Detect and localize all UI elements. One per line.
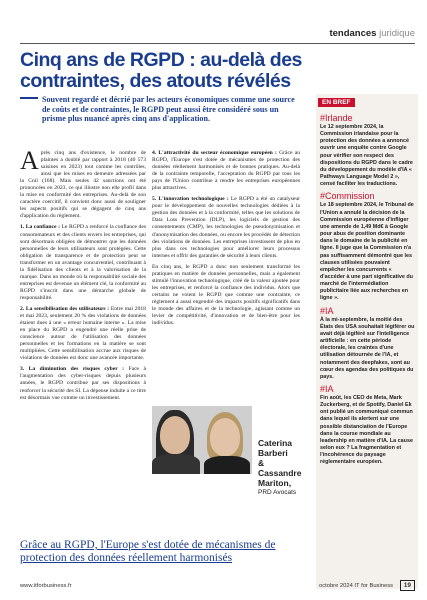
author-1-body bbox=[152, 454, 200, 474]
sidebar-hashtag: #IA bbox=[320, 305, 334, 316]
section-5 bbox=[152, 196, 300, 259]
page-number: 19 bbox=[400, 580, 415, 591]
section-3-title: 3. La diminution des risques cyber : bbox=[20, 366, 124, 373]
section-4 bbox=[152, 150, 300, 192]
sidebar-item-text: À la mi-septembre, la moitié des États des USA souhaitait légiférer ou avait déjà légiféré sur l'intelligence artificielle : en cette période électorale, les craintes d'une utilisation détournée de l'IA, et notamment des deepfakes, sont au cœur des agendas des politiques du pays. bbox=[320, 316, 415, 380]
section-label: tendances bbox=[329, 28, 377, 39]
sidebar-item-text: Fin août, les CEO de Meta, Mark Zuckerberg, et de Spotify, Daniel Ek ont publié un communiqué commun dans lequel ils alertent sur une possible distanciation de l'Europe dans la course mondiale au leadership en matière d'IA. La cause selon eux ? La fragmentation et l'incohérence du paysage réglementaire européen. bbox=[320, 395, 413, 466]
section-2-title: 2. La sensibilisation des utilisateurs : bbox=[20, 305, 110, 312]
ampersand: & bbox=[258, 458, 265, 468]
article-title: Cinq ans de RGPD : au-delà des contraintes, des atouts révélés bbox=[20, 49, 302, 92]
section-3 bbox=[20, 366, 146, 401]
sidebar-content bbox=[320, 110, 416, 469]
sidebar-hashtag: #IA bbox=[320, 384, 334, 394]
authors-photo bbox=[152, 406, 252, 474]
section-2 bbox=[20, 306, 146, 362]
intro-paragraph bbox=[20, 146, 146, 220]
author-1-name: Caterina Barberi bbox=[258, 438, 293, 458]
section-1 bbox=[20, 224, 146, 302]
intro-text: près cinq ans d'existence, le nombre de plaintes a doublé par rapport à 2018 (40 573 saisines en 2023) tout comme les contrôles, ainsi que les mises en demeure adressées par la Cnil (168). Mais seules 42 sanctions ont été prononcées en 2023, ce qui illustre non elle profil dans la mise en conformité des entreprises. Au-delà de son caractère coercitif, il convient donc aussi de souligner les aspects positifs qui se dégagent de cinq ans d'application du règlement. bbox=[20, 150, 146, 220]
sidebar-tag: EN BREF bbox=[318, 98, 355, 107]
authors-caption bbox=[258, 438, 310, 498]
section-1-title: 1. La confiance : bbox=[20, 224, 60, 231]
footer-website: www.itforbusiness.fr bbox=[20, 583, 72, 589]
header-divider bbox=[20, 43, 415, 44]
conclusion-paragraph: En cinq ans, le RGPD a donc non seulement transformé les pratiques en matière de données personnelles, mais a également stimulé l'innovation technologique, créé de la valeur ajoutée pour les entreprises, et renforcé la confiance des individus. Alors que certains ne voient le RGPD que comme une contrainte, ce règlement a aussi engendré des impacts positifs significatifs dans le monde des affaires et de la technologie, agissant comme un levier de compétitivité, d'innovation et de bien-être pour les individus. bbox=[152, 263, 300, 327]
sidebar-hashtag: #Commission bbox=[320, 191, 375, 202]
pull-quote-text: Grâce au RGPD, l'Europe s'est dotée de mécanismes de protection des données réellement harmonisés bbox=[20, 539, 276, 564]
section-header bbox=[329, 28, 415, 39]
subsection-label: juridique bbox=[379, 28, 415, 39]
author-2-name: Cassandre Mariton, bbox=[258, 468, 302, 488]
author-1-face bbox=[160, 416, 190, 454]
section-2-text: Entre mai 2018 et mai 2023, seulement 20 % des violations de données étaient dues à une « erreur humaine interne ». La mise en place du RGPD a engendré une réelle prise de conscience autour de l'utilisation des données personnelles et les formations en la matière se sont multipliées. Cette sensibilisation accrue aux risques de violations de données est donc une avancée importante. bbox=[20, 305, 146, 362]
section-4-text: Grâce au RGPD, l'Europe s'est dotée de mécanismes de protection des données réellement harmonisés et de bonnes pratiques. Au-delà de la contrainte temporelle, l'acceptation du RGPD par tous les pays de l'Union contribue à rendre les entreprises européennes plus attractives. bbox=[152, 150, 300, 192]
article-column-2 bbox=[152, 150, 300, 331]
sidebar-hashtag: #Irlande bbox=[320, 113, 353, 123]
lead-rule bbox=[20, 97, 38, 99]
section-4-title: 4. L'attractivité du secteur économique européen : bbox=[152, 150, 277, 156]
article-lead: Souvent regardé et décrié par les acteurs économiques comme une source de coûts et de contraintes, le RGPD peut aussi être considéré sous un prisme plus nuancé après cinq ans d'application. bbox=[42, 95, 295, 124]
author-2-body bbox=[204, 456, 250, 474]
section-5-title: 5. L'innovation technologique : bbox=[152, 196, 229, 203]
author-2-face bbox=[210, 418, 240, 456]
section-5-text: Le RGPD a été un catalyseur pour le développement de nouvelles technologies dédiées à la gestion des données et à la conformité, telles que les solutions de Data Loss Prevention (DLP), les logiciels de gestion des consentements (CMP), les technologies de pseudonymisation et d'anonymisation des données, ou encore les procédés de détection des violations de données. Les entreprises investissent de plus en plus dans ces technologies pour améliorer leurs processus internes et offrir des garanties de sécurité à leurs clients. bbox=[152, 196, 300, 259]
section-3-text: Face à l'augmentation des cyber-risques depuis plusieurs années, le RGPD contribue par ses dispositions à renforcer la sécurité des SI. La dépense induite a ce titre est désormais vue comme un investissement. bbox=[20, 366, 146, 401]
article-column-1 bbox=[20, 146, 146, 406]
pull-quote bbox=[20, 539, 315, 565]
sidebar-item-text: Le 18 septembre 2024, le Tribunal de l'Union a annulé la décision de la Commission européenne d'infliger une amende de 1,49 Md€ à Google pour abus de position dominante dans le domaine de la publicité en ligne. Il juge que la Commission n'a pas suffisamment démontré que les clauses utilisées pouvaient empêcher les concurrents « d'accéder à une part significative du marché de l'intermédiation publicitaire liée aux recherches en ligne ». bbox=[320, 202, 414, 302]
author-role: PRD Avocats bbox=[258, 489, 297, 496]
section-1-text: Le RGPD a renforcé la confiance des consommateurs et des clients envers les entreprises, qui sont désormais obligées de démontrer que les données personnelles de leurs utilisateurs sont protégées. Cette obligation de transparence et de protection peut se transformer en un avantage concurrentiel, contribuant à la fidélisation des clients et à la valorisation de la marque. Dans un monde où la responsabilité sociale des entreprises est devenue un élément clé, la conformité au RGPD s'inscrit dans une démarche globale de responsabilité. bbox=[20, 224, 146, 301]
drop-cap: A bbox=[20, 146, 39, 175]
footer-issue: octobre 2024 IT for Business bbox=[318, 583, 393, 589]
sidebar-item-text: Le 12 septembre 2024, la Commission irlandaise pour la protection des données a annoncé ouvrir une enquête contre Google pour vérifier son respect des dispositions du RGPD dans le cadre du développement du modèle d'IA « Pathways Language Model 2 », censé faciliter les traductions. bbox=[320, 124, 413, 188]
